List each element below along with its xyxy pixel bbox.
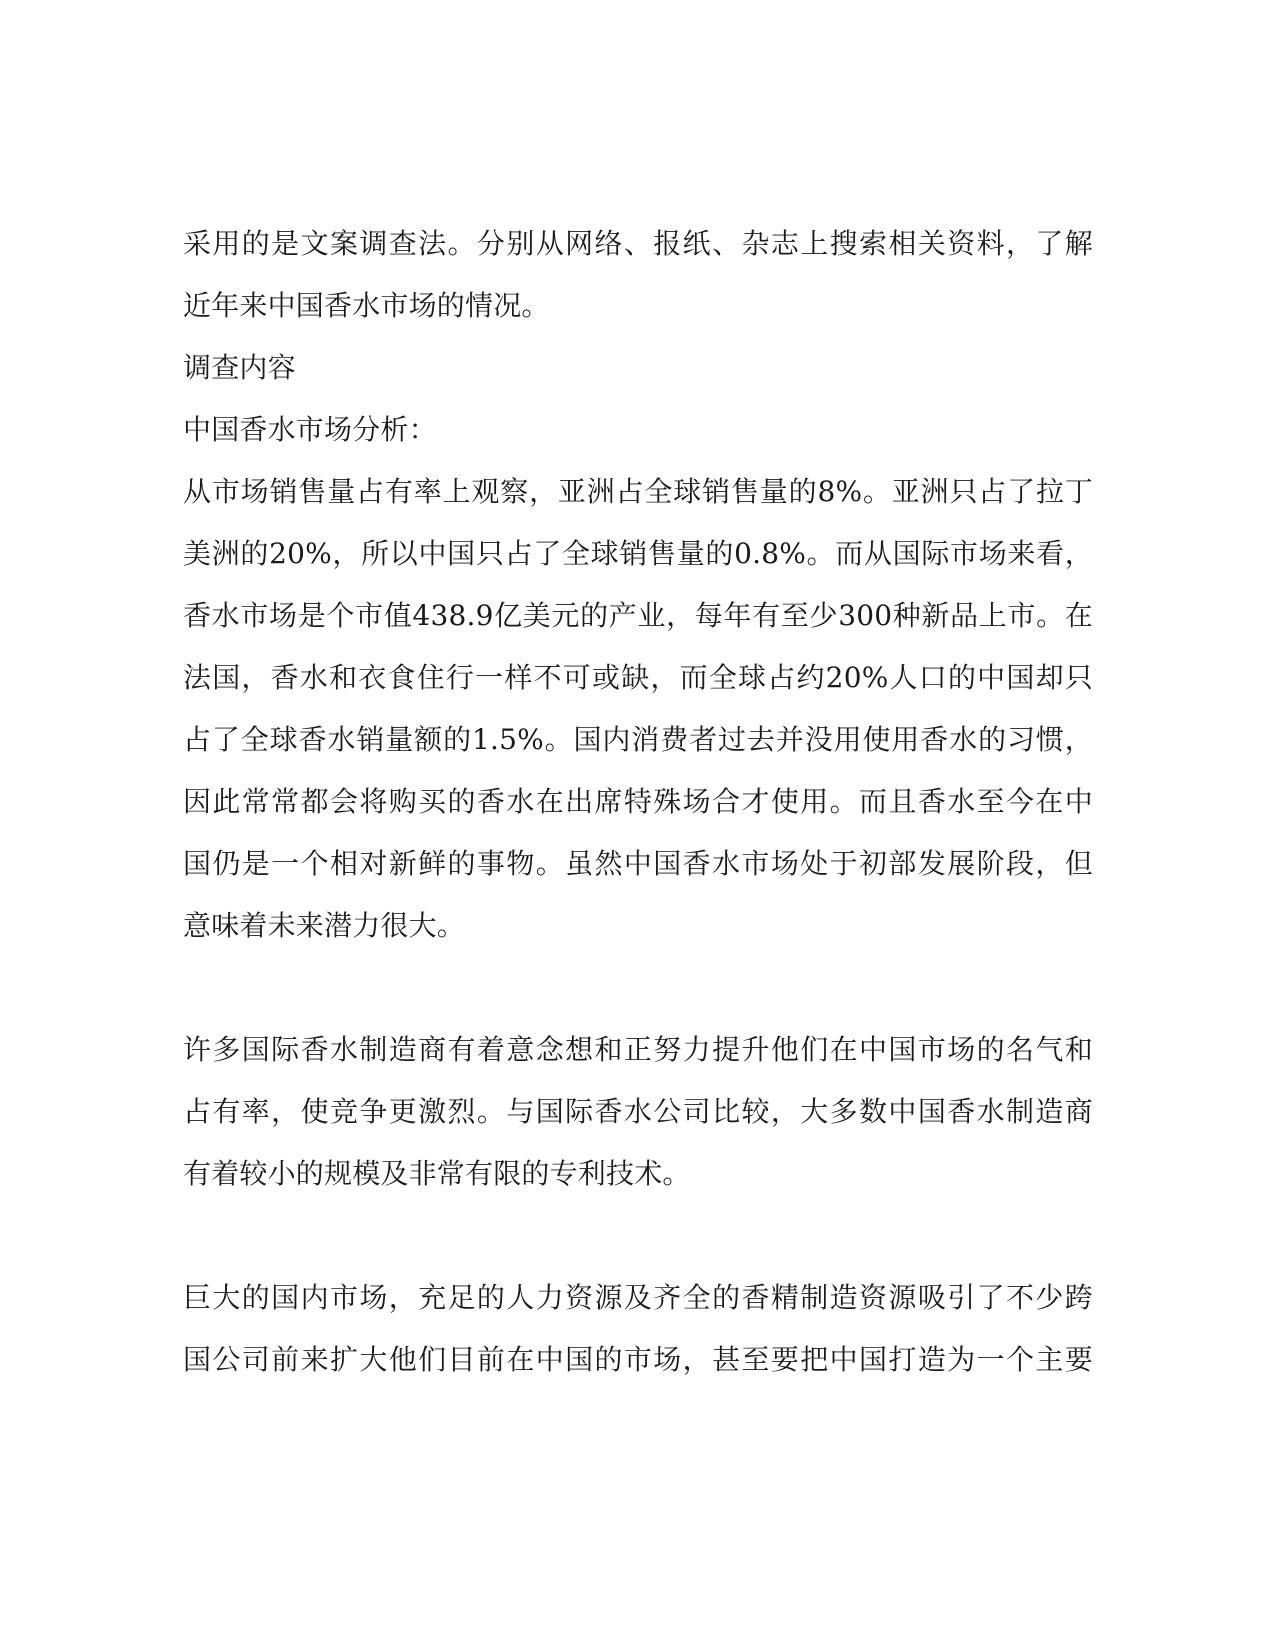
text-line: 国仍是一个相对新鲜的事物。虽然中国香水市场处于初部发展阶段，但 xyxy=(183,847,1093,880)
text-line: 许多国际香水制造商有着意念想和正努力提升他们在中国市场的名气和 xyxy=(183,1033,1093,1066)
subsection-heading: 中国香水市场分析： xyxy=(183,413,437,446)
text-line: 从市场销售量占有率上观察，亚洲占全球销售量的8%。亚洲只占了拉丁 xyxy=(183,475,1093,508)
text-line: 近年来中国香水市场的情况。 xyxy=(183,289,550,322)
section-heading: 调查内容 xyxy=(183,351,296,384)
text-line: 国公司前来扩大他们目前在中国的市场，甚至要把中国打造为一个主要 xyxy=(183,1343,1093,1376)
text-line: 巨大的国内市场，充足的人力资源及齐全的香精制造资源吸引了不少跨 xyxy=(183,1281,1093,1314)
text-line: 香水市场是个市值438.9亿美元的产业，每年有至少300种新品上市。在 xyxy=(183,599,1093,632)
text-line: 因此常常都会将购买的香水在出席特殊场合才使用。而且香水至今在中 xyxy=(183,785,1093,818)
text-line: 有着较小的规模及非常有限的专利技术。 xyxy=(183,1157,691,1190)
text-line: 采用的是文案调查法。分别从网络、报纸、杂志上搜索相关资料，了解 xyxy=(183,227,1093,260)
text-line: 美洲的20%，所以中国只占了全球销售量的0.8%。而从国际市场来看， xyxy=(183,537,1093,570)
text-line: 意味着未来潜力很大。 xyxy=(183,909,466,942)
text-line: 占了全球香水销量额的1.5%。国内消费者过去并没用使用香水的习惯， xyxy=(183,723,1093,756)
text-line: 法国，香水和衣食住行一样不可或缺，而全球占约20%人口的中国却只 xyxy=(183,661,1093,694)
text-line: 占有率，使竞争更激烈。与国际香水公司比较，大多数中国香水制造商 xyxy=(183,1095,1093,1128)
